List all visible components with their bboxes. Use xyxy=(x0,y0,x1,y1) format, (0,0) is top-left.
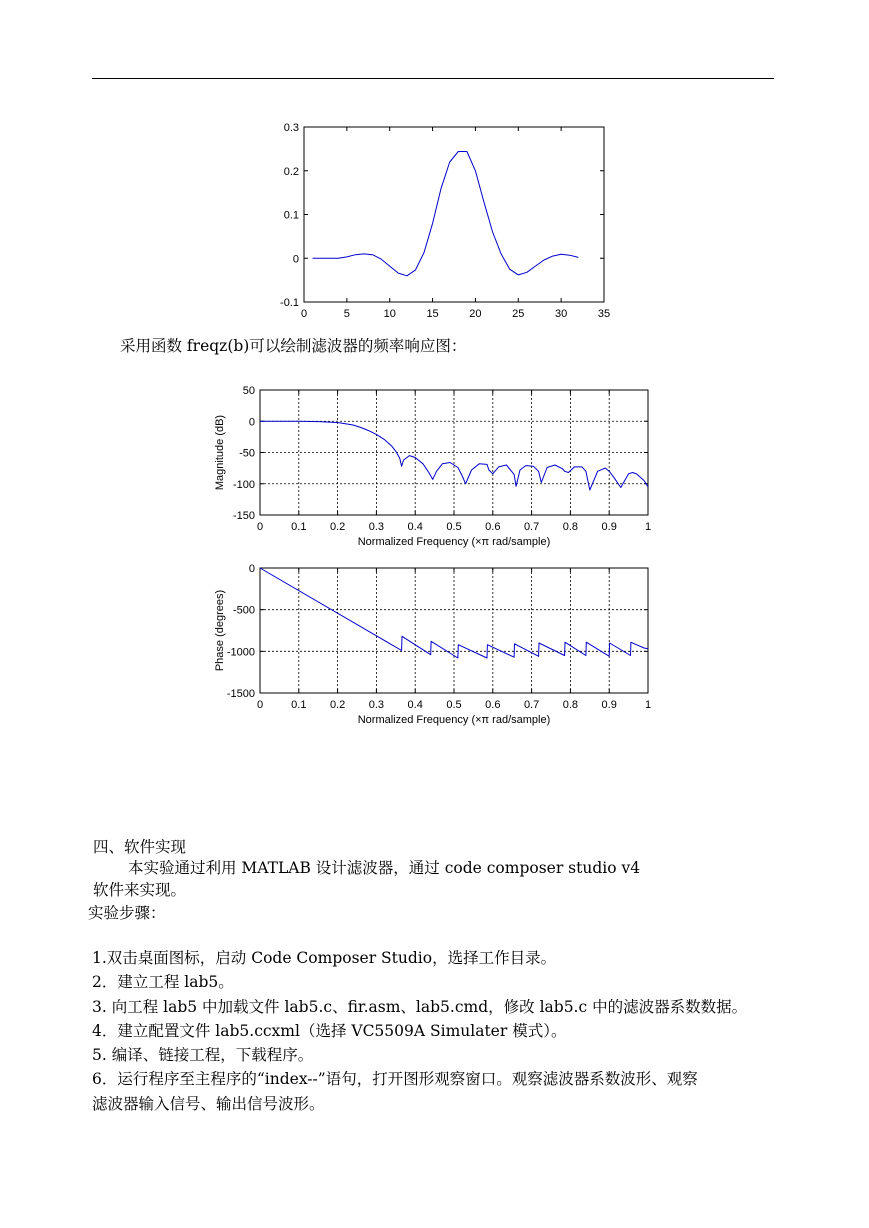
figure-caption: 采用函数 freqz(b)可以绘制滤波器的频率响应图： xyxy=(120,337,467,355)
y-axis-label: Magnitude (dB) xyxy=(214,414,226,491)
y-tick-label: -150 xyxy=(232,510,255,522)
x-tick-label: 20 xyxy=(469,308,482,320)
x-tick-label: 0.3 xyxy=(368,699,385,711)
y-tick-label: 0 xyxy=(248,416,255,429)
x-tick-label: 0.2 xyxy=(329,699,346,711)
series-line xyxy=(313,152,579,276)
intro-line-2: 软件来实现。 xyxy=(93,881,187,899)
step-1: 1.双击桌面图标，启动 Code Composer Studio，选择工作目录。 xyxy=(92,949,557,967)
y-tick-label: -50 xyxy=(239,447,255,460)
y-tick-label: 0 xyxy=(292,253,299,266)
plot-frame xyxy=(260,568,648,693)
x-tick-label: 0.6 xyxy=(485,699,501,711)
step-2: 2．建立工程 lab5。 xyxy=(92,973,234,992)
step-4: 4．建立配置文件 lab5.ccxml（选择 VC5509A Simulater 模式）。 xyxy=(92,1021,567,1040)
x-axis-label: Normalized Frequency (×π rad/sample) xyxy=(357,714,551,726)
y-tick-label: -500 xyxy=(232,604,255,617)
y-tick-label: 0.1 xyxy=(283,209,299,222)
x-tick-label: 0.1 xyxy=(291,699,307,711)
step-6-cont: 滤波器输入信号、输出信号波形。 xyxy=(92,1094,325,1113)
x-tick-label: 0 xyxy=(256,699,264,711)
steps-list xyxy=(92,946,747,1116)
step-6: 6．运行程序至主程序的“index--”语句，打开图形观察窗口。观察滤波器系数波形、观察 xyxy=(92,1070,698,1089)
x-tick-label: 5 xyxy=(343,308,350,320)
x-tick-label: 0.2 xyxy=(329,521,346,533)
x-axis-label: Normalized Frequency (×π rad/sample) xyxy=(357,536,551,548)
plot-frame xyxy=(304,127,604,302)
y-tick-label: -100 xyxy=(232,478,255,491)
y-tick-label: 0 xyxy=(248,563,255,575)
x-tick-label: 0 xyxy=(256,521,264,533)
x-tick-label: 30 xyxy=(555,308,568,320)
step-5: 5. 编译、链接工程，下载程序。 xyxy=(92,1046,314,1065)
x-tick-label: 0.8 xyxy=(562,521,579,533)
step-3: 3. 向工程 lab5 中加载文件 lab5.c、fir.asm、lab5.cmd，修改 lab5.c 中的滤波器系数数据。 xyxy=(92,997,748,1016)
section-heading: 四、软件实现 xyxy=(93,838,187,856)
x-tick-label: 0.6 xyxy=(485,521,501,533)
impulse-response-chart xyxy=(280,122,610,320)
x-tick-label: 0 xyxy=(300,308,308,320)
x-tick-label: 0.8 xyxy=(562,699,579,711)
x-tick-label: 0.4 xyxy=(407,699,423,711)
intro-line-1: 本实验通过利用 MATLAB 设计滤波器，通过 code composer studio v4 xyxy=(128,859,641,877)
x-tick-label: 0.9 xyxy=(601,521,617,533)
y-tick-label: -1000 xyxy=(226,646,255,659)
x-tick-label: 0.9 xyxy=(601,699,617,711)
y-tick-label: -1500 xyxy=(226,688,255,700)
x-tick-label: 0.7 xyxy=(523,699,540,711)
y-tick-label: 0.2 xyxy=(283,165,299,178)
x-tick-label: 25 xyxy=(512,308,525,320)
x-tick-label: 0.3 xyxy=(368,521,385,533)
steps-heading: 实验步骤： xyxy=(88,904,166,922)
phase-response-chart xyxy=(214,563,651,726)
y-tick-label: 0.3 xyxy=(283,122,299,134)
x-tick-label: 1 xyxy=(644,699,652,711)
x-tick-label: 0.5 xyxy=(446,521,462,533)
y-tick-label: 50 xyxy=(242,385,255,397)
x-tick-label: 15 xyxy=(426,308,439,320)
y-axis-label: Phase (degrees) xyxy=(214,589,226,672)
x-tick-label: 1 xyxy=(644,521,652,533)
x-tick-label: 0.1 xyxy=(291,521,307,533)
y-tick-label: -0.1 xyxy=(280,297,299,309)
x-tick-label: 0.4 xyxy=(407,521,423,533)
x-tick-label: 35 xyxy=(597,308,611,320)
x-tick-label: 0.5 xyxy=(446,699,462,711)
x-tick-label: 10 xyxy=(383,308,396,320)
x-tick-label: 0.7 xyxy=(523,521,540,533)
magnitude-response-chart xyxy=(214,385,651,548)
